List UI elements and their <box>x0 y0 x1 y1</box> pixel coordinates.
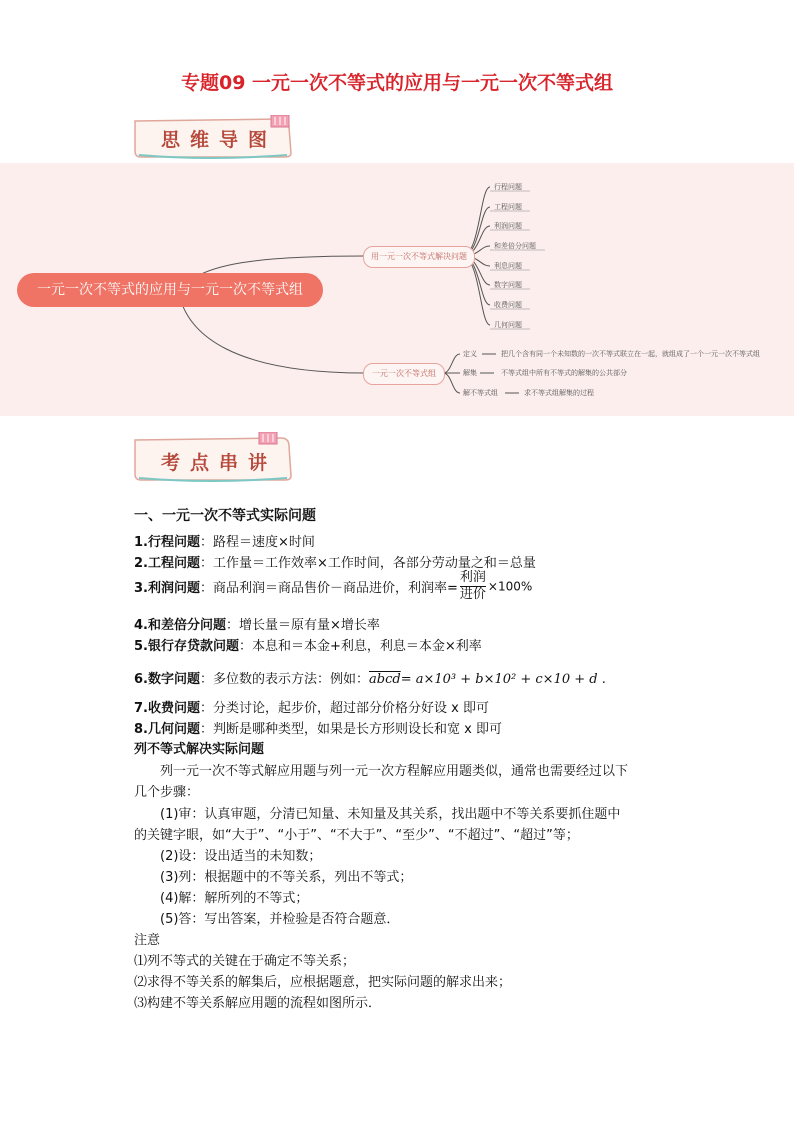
system-desc-solve: 求不等式组解集的过程 <box>524 389 594 397</box>
item-charges: 7.收费问题：分类讨论，起步价，超过部分价格分好设 x 即可 <box>134 701 489 716</box>
item-bank: 5.银行存贷款问题：本息和＝本金+利息，利息＝本金×利率 <box>134 639 482 654</box>
item-geometry: 8.几何问题：判断是哪种类型，如果是长方形则设长和宽 x 即可 <box>134 722 502 737</box>
leaf-sum-difference: 和差倍分问题 <box>494 242 536 250</box>
leaf-charges: 收费问题 <box>494 301 522 309</box>
step-4: (4)解：解所列的不等式； <box>160 891 309 906</box>
note-3: ⑶构建不等关系解应用题的流程如图所示． <box>134 996 382 1011</box>
leaf-engineering: 工程问题 <box>494 203 522 211</box>
item-engineering: 2.工程问题：工作量＝工作效率×工作时间，各部分劳动量之和＝总量 <box>134 556 536 571</box>
note-2: ⑵求得不等关系的解集后，应根据题意，把实际问题的解求出来； <box>134 975 512 990</box>
profit-fraction: $\frac{\text{利润}}{\text{进价}}$ <box>459 570 486 602</box>
system-term-definition: 定义 <box>463 350 477 358</box>
mind-map <box>0 163 794 416</box>
banner-mind-map <box>131 115 301 159</box>
item-digits: 6.数字问题：多位数的表示方法：例如：abcd= a×10³ + b×10² + c×10 + d . <box>134 672 606 687</box>
system-term-solution-set: 解集 <box>463 369 477 377</box>
item-travel: 1.行程问题：路程＝速度×时间 <box>134 535 315 550</box>
mind-map-root-node: 一元一次不等式的应用与一元一次不等式组 <box>17 273 323 307</box>
note-title: 注意 <box>134 933 161 948</box>
branch-inequality-problems: 用一元一次不等式解决问题 <box>363 246 475 268</box>
system-term-solve: 解不等式组 <box>463 389 498 397</box>
page-title: 专题09 一元一次不等式的应用与一元一次不等式组 <box>180 72 614 94</box>
item-sum-difference: 4.和差倍分问题：增长量＝原有量×增长率 <box>134 618 380 633</box>
step-3: (3)列：根据题中的不等关系，列出不等式； <box>160 870 413 885</box>
branch-inequality-system: 一元一次不等式组 <box>363 363 445 385</box>
system-desc-definition: 把几个含有同一个未知数的一次不等式联立在一起，就组成了一个一元一次不等式组 <box>501 350 760 358</box>
step-1b: 的关键字眼，如“大于”、“小于”、“不大于”、“至少”、“不超过”、“超过”等； <box>134 828 579 843</box>
step-1a: (1)审：认真审题，分清已知量、未知量及其关系，找出题中不等关系要抓住题中 <box>160 807 621 822</box>
banner-mind-map-label: 思维导图 <box>161 129 278 151</box>
step-5: (5)答：写出答案，并检验是否符合题意． <box>160 912 400 927</box>
section-title: 一、一元一次不等式实际问题 <box>134 508 316 524</box>
system-desc-solution-set: 不等式组中所有不等式的解集的公共部分 <box>501 369 627 377</box>
solve-intro-1: 列一元一次不等式解应用题与列一元一次方程解应用题类似，通常也需要经过以下 <box>160 764 629 779</box>
banner-key-points <box>131 432 301 476</box>
solve-intro-2: 几个步骤： <box>134 785 200 800</box>
note-1: ⑴列不等式的关键在于确定不等关系； <box>134 954 356 969</box>
leaf-travel: 行程问题 <box>494 183 522 191</box>
digit-overline: abcd <box>369 672 401 687</box>
item-profit: 3.利润问题：商品利润＝商品售价－商品进价，利润率= $\frac{\text{利润}}{\text{进价}}$ ×100% <box>134 570 533 602</box>
banner-key-points-label: 考点串讲 <box>161 452 278 474</box>
step-2: (2)设：设出适当的未知数； <box>160 849 322 864</box>
leaf-geometry: 几何问题 <box>494 321 522 329</box>
leaf-digits: 数字问题 <box>494 281 522 289</box>
leaf-profit: 利润问题 <box>494 222 522 230</box>
solve-title: 列不等式解决实际问题 <box>134 742 265 757</box>
leaf-interest: 利息问题 <box>494 262 522 270</box>
digit-formula: = a×10³ + b×10² + c×10 + d . <box>400 672 606 687</box>
